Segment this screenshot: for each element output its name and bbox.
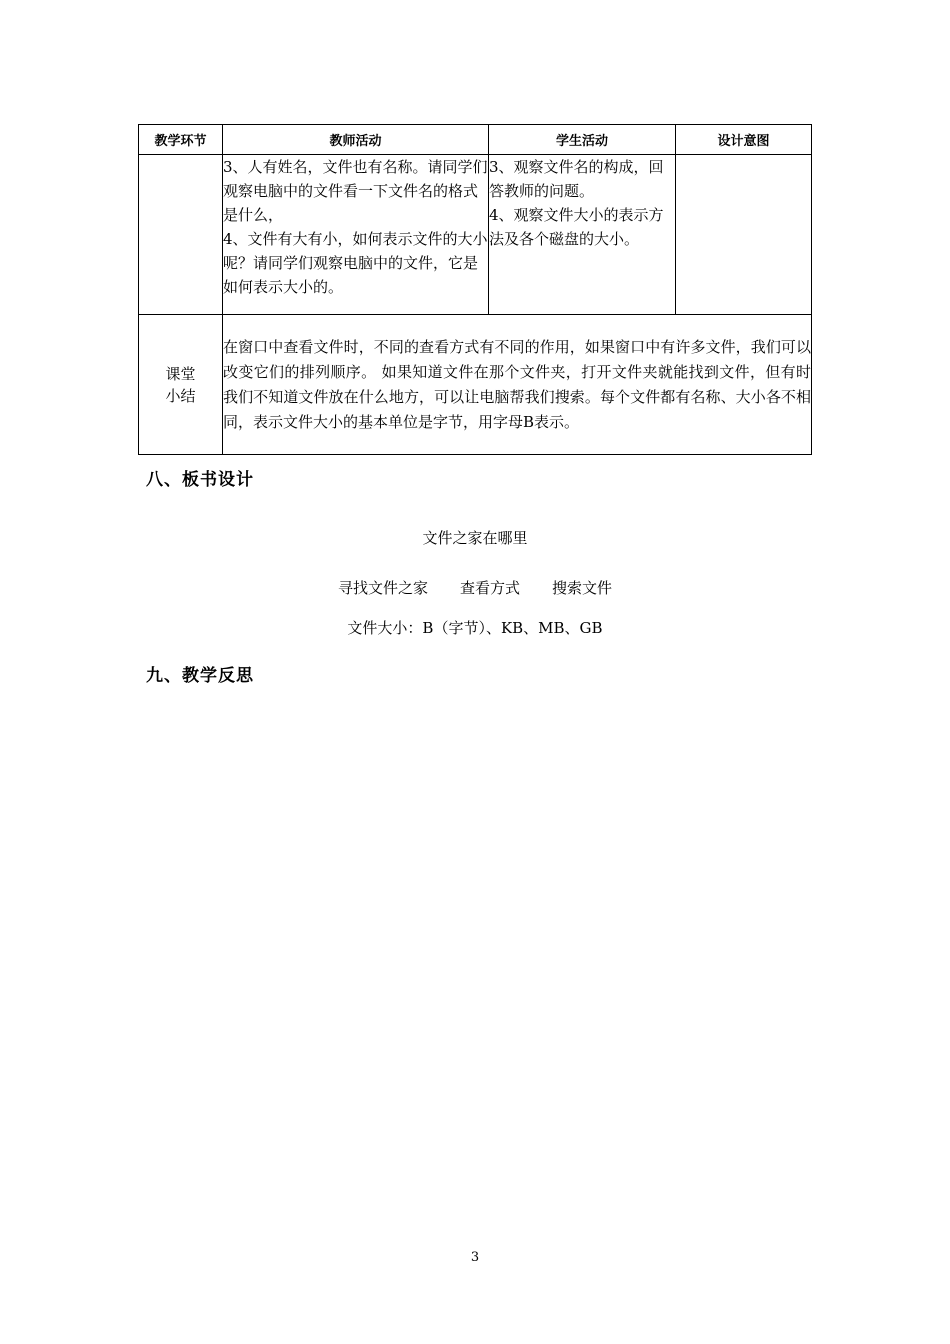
board-file-size: 文件大小：B（字节）、KB、MB、GB bbox=[347, 619, 603, 637]
table-header-row bbox=[139, 125, 812, 155]
teacher-activity-cell bbox=[223, 155, 489, 315]
header-teacher-activity: 教师活动 bbox=[223, 125, 489, 155]
stage-cell bbox=[139, 315, 223, 455]
table-row bbox=[139, 315, 812, 455]
student-activity-item: 3、观察文件名的构成，回答教师的问题。 bbox=[489, 158, 664, 200]
header-stage: 教学环节 bbox=[139, 125, 223, 155]
teacher-activity-item: 4、文件有大有小，如何表示文件的大小呢？请同学们观察电脑中的文件，它是如何表示大小的。 bbox=[223, 230, 488, 296]
stage-label-line: 课堂 bbox=[165, 364, 196, 383]
board-items bbox=[0, 577, 950, 598]
student-activity-item: 4、观察文件大小的表示方法及各个磁盘的大小。 bbox=[489, 206, 664, 248]
stage-cell bbox=[139, 155, 223, 315]
lesson-plan-table bbox=[138, 124, 812, 455]
table-row bbox=[139, 155, 812, 315]
stage-label-line: 小结 bbox=[165, 386, 196, 405]
header-design-intent: 设计意图 bbox=[676, 125, 812, 155]
board-item: 搜索文件 bbox=[552, 579, 613, 597]
page-number: 3 bbox=[470, 1250, 480, 1265]
section-heading-reflection: 九、教学反思 bbox=[146, 666, 254, 686]
section-heading-board-design: 八、板书设计 bbox=[146, 470, 254, 490]
student-activity-cell bbox=[489, 155, 676, 315]
board-item: 寻找文件之家 bbox=[337, 579, 428, 597]
summary-cell: 在窗口中查看文件时，不同的查看方式有不同的作用，如果窗口中有许多文件，我们可以改变它们的排列顺序。 如果知道文件在那个文件夹，打开文件夹就能找到文件，但有时我们不知道文件放在什么地方，可以让电脑帮我们搜索。每个文件都有名称、大小各不相同，表示文件大小的基本单位是字节，用字母B表示。 bbox=[223, 315, 812, 455]
design-intent-cell bbox=[676, 155, 812, 315]
teacher-activity-item: 3、人有姓名，文件也有名称。请同学们观察电脑中的文件看一下文件名的格式是什么， bbox=[223, 158, 488, 224]
board-item: 查看方式 bbox=[459, 579, 520, 597]
header-student-activity: 学生活动 bbox=[489, 125, 676, 155]
board-title: 文件之家在哪里 bbox=[422, 529, 528, 547]
